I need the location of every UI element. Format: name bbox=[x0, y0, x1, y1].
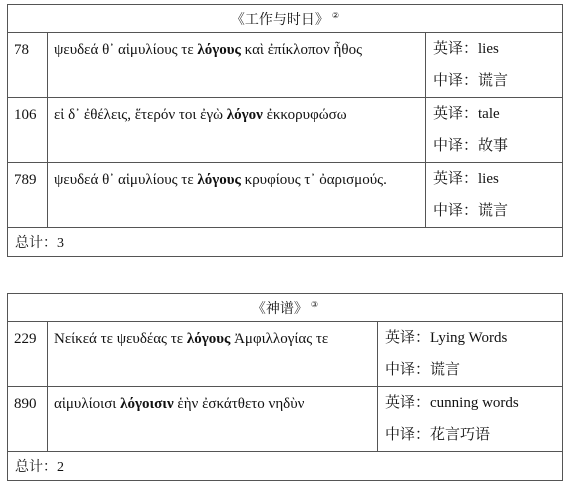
line-number: 229 bbox=[8, 322, 48, 387]
greek-post: καὶ ἐπίκλοπον ἦθος bbox=[240, 42, 363, 58]
zh-value: 故事 bbox=[478, 138, 509, 154]
zh-label: 中译： bbox=[433, 73, 479, 89]
greek-pre: ψευδεά θ᾽ αἱμυλίους τε bbox=[54, 42, 198, 58]
footnote-mark: ② bbox=[331, 10, 340, 20]
greek-pre: αἱμυλίοισι bbox=[54, 396, 121, 412]
works-and-days-table bbox=[7, 4, 563, 257]
greek-text bbox=[48, 163, 426, 228]
table-header-row bbox=[8, 294, 563, 322]
greek-pre: εἰ δ᾽ ἐθέλεις, ἕτερόν τοι ἐγὼ bbox=[54, 107, 227, 123]
line-number: 78 bbox=[8, 33, 48, 98]
footnote-mark: ③ bbox=[310, 299, 319, 309]
greek-post: Ἀμφιλλογίας τε bbox=[230, 331, 329, 347]
gloss-cell bbox=[378, 387, 563, 452]
total-row bbox=[8, 228, 563, 257]
greek-pre: ψευδεά θ᾽ αἱμυλίους τε bbox=[54, 172, 198, 188]
en-value: tale bbox=[478, 106, 500, 122]
zh-label: 中译： bbox=[433, 203, 479, 219]
table-row bbox=[8, 322, 563, 387]
greek-post: κρυφίους τ᾽ ὀαρισμούς. bbox=[240, 172, 387, 188]
greek-post: ἑὴν ἐσκάτθετο νηδὺν bbox=[173, 396, 305, 412]
table-title bbox=[8, 294, 563, 322]
table-row bbox=[8, 33, 563, 98]
gloss-cell bbox=[426, 98, 563, 163]
greek-post: ἐκκορυφώσω bbox=[262, 107, 347, 123]
en-label: 英译： bbox=[433, 41, 479, 57]
gloss-cell bbox=[426, 33, 563, 98]
table-title-text: 《神谱》 bbox=[251, 301, 308, 317]
en-value: lies bbox=[478, 171, 499, 187]
chinese-gloss bbox=[426, 65, 562, 97]
en-label: 英译： bbox=[433, 106, 479, 122]
table-row bbox=[8, 98, 563, 163]
greek-text bbox=[48, 33, 426, 98]
table-title-text: 《工作与时日》 bbox=[230, 12, 329, 28]
chinese-gloss bbox=[378, 354, 562, 386]
zh-value: 花言巧语 bbox=[430, 427, 491, 443]
english-gloss bbox=[426, 98, 562, 130]
line-number: 789 bbox=[8, 163, 48, 228]
chinese-gloss bbox=[426, 130, 562, 162]
logos-word: λόγους bbox=[186, 331, 231, 347]
zh-label: 中译： bbox=[385, 362, 431, 378]
gloss-cell bbox=[378, 322, 563, 387]
table-row bbox=[8, 387, 563, 452]
zh-value: 谎言 bbox=[430, 362, 461, 378]
gloss-cell bbox=[426, 163, 563, 228]
zh-value: 谎言 bbox=[478, 73, 509, 89]
line-number: 890 bbox=[8, 387, 48, 452]
en-value: lies bbox=[478, 41, 499, 57]
table-header-row bbox=[8, 5, 563, 33]
total-count: 总计：2 bbox=[8, 452, 563, 481]
line-number: 106 bbox=[8, 98, 48, 163]
logos-word: λόγους bbox=[197, 172, 241, 188]
table-title bbox=[8, 5, 563, 33]
total-count: 总计：3 bbox=[8, 228, 563, 257]
en-label: 英译： bbox=[385, 330, 431, 346]
english-gloss bbox=[426, 163, 562, 195]
english-gloss bbox=[378, 322, 562, 354]
zh-label: 中译： bbox=[433, 138, 479, 154]
logos-word: λόγοισιν bbox=[120, 396, 174, 412]
english-gloss bbox=[378, 387, 562, 419]
zh-label: 中译： bbox=[385, 427, 431, 443]
chinese-gloss bbox=[426, 195, 562, 227]
logos-word: λόγους bbox=[197, 42, 241, 58]
total-row bbox=[8, 452, 563, 481]
greek-text bbox=[48, 322, 378, 387]
greek-pre: Νείκεά τε ψευδέας τε bbox=[54, 331, 187, 347]
en-label: 英译： bbox=[433, 171, 479, 187]
en-value: Lying Words bbox=[430, 330, 508, 346]
table-row bbox=[8, 163, 563, 228]
greek-text bbox=[48, 98, 426, 163]
zh-value: 谎言 bbox=[478, 203, 509, 219]
theogony-table bbox=[7, 293, 563, 481]
en-label: 英译： bbox=[385, 395, 431, 411]
en-value: cunning words bbox=[430, 395, 519, 411]
chinese-gloss bbox=[378, 419, 562, 451]
english-gloss bbox=[426, 33, 562, 65]
greek-text bbox=[48, 387, 378, 452]
logos-word: λόγον bbox=[226, 107, 263, 123]
